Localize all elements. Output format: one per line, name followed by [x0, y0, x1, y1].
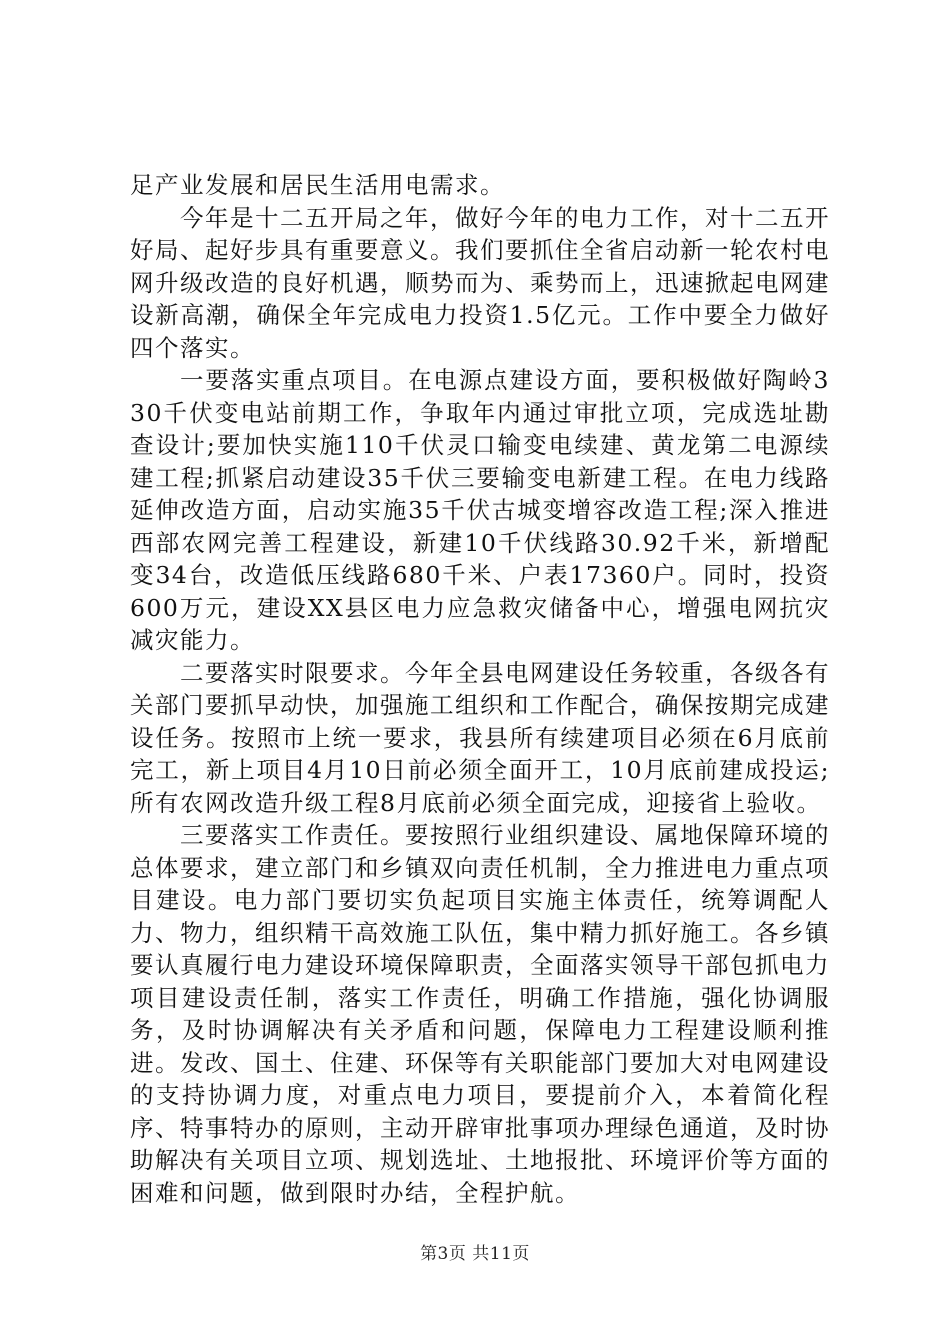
paragraph-key-projects: 一要落实重点项目。在电源点建设方面，要积极做好陶岭330千伏变电站前期工作，争取年内通过审批立项，完成选址勘查设计;要加快实施110千伏灵口输变电续建、黄龙第二电源续建工程;抓紧启动建设35千伏三要输变电新建工程。在电力线路延伸改造方面，启动实施35千伏古城变增容改造工程;深入推进西部农网完善工程建设，新建10千伏线路30.92千米，新增配变34台，改造低压线路680千米、户表17360户。同时，投资600万元，建设XX县区电力应急救灾储备中心，增强电网抗灾减灾能力。 [130, 366, 830, 654]
paragraph-continuation: 足产业发展和居民生活用电需求。 [130, 171, 505, 199]
paragraph-responsibility: 三要落实工作责任。要按照行业组织建设、属地保障环境的总体要求，建立部门和乡镇双向责任机制，全力推进电力重点项目建设。电力部门要切实负起项目实施主体责任，统筹调配人力、物力，组织精干高效施工队伍，集中精力抓好施工。各乡镇要认真履行电力建设环境保障职责，全面落实领导干部包抓电力项目建设责任制，落实工作责任，明确工作措施，强化协调服务，及时协调解决有关矛盾和问题，保障电力工程建设顺利推进。发改、国土、住建、环保等有关职能部门要加大对电网建设的支持协调力度，对重点电力项目，要提前介入，本着简化程序、特事特办的原则，主动开辟审批事项办理绿色通道，及时协助解决有关项目立项、规划选址、土地报批、环境评价等方面的困难和问题，做到限时办结，全程护航。 [130, 821, 830, 1207]
paragraph-intro: 今年是十二五开局之年，做好今年的电力工作，对十二五开好局、起好步具有重要意义。我们要抓住全省启动新一轮农村电网升级改造的良好机遇，顺势而为、乘势而上，迅速掀起电网建设新高潮，确保全年完成电力投资1.5亿元。工作中要全力做好四个落实。 [130, 203, 830, 362]
paragraph-time-limits: 二要落实时限要求。今年全县电网建设任务较重，各级各有关部门要抓早动快，加强施工组织和工作配合，确保按期完成建设任务。按照市上统一要求，我县所有续建项目必须在6月底前完工，新上项目4月10日前必须全面开工，10月底前建成投运;所有农网改造升级工程8月底前必须全面完成，迎接省上验收。 [130, 658, 830, 817]
document-body [130, 169, 830, 1209]
page-number-footer: 第3页 共11页 [420, 1244, 530, 1264]
